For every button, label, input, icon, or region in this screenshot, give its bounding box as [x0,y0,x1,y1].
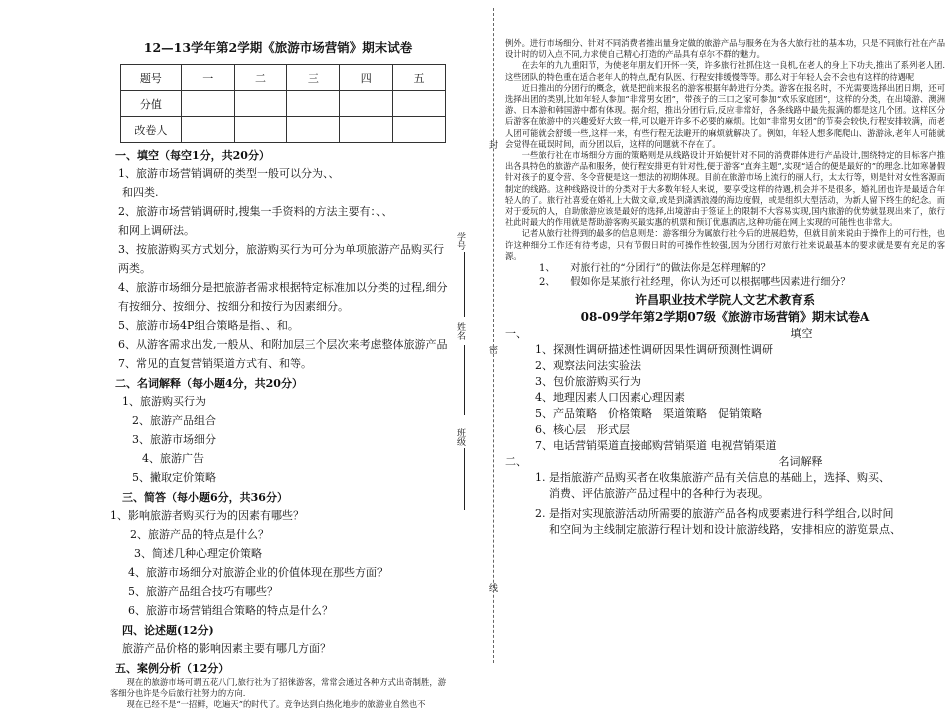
exam-title: 12—13学年第2学期《旅游市场营销》期末试卷 [143,40,413,55]
case-paragraph: 现在已经不是“一招鲜，吃遍天”的时代了。竞争达到白热化地步的旅游业自然也不 [126,699,426,710]
score-cell [287,91,340,117]
case-paragraph: 例外。进行市场细分、针对不同消费者推出量身定做的旅游产品与服务在为各大旅行社的基本功，只是不同旅行社在产品设计时的切入点不同,力求使自己精心打造的产品具有卓尔不群的魅力。 [505,38,945,60]
section-3-title: 三、简答（每小题6分，共36分） [122,491,288,504]
case-paragraph: 一些旅行社在市场细分方面的策略则是从线路设计开始便针对不同的消费群体进行产品设计,围绕特定的目标客户推出各具特色的旅游产品和服务，使行程安排更有针对性,便于游客“直奔主题”,实现“适合的便是最好的”的理念.比如寒暑假针对孩子的夏令营、冬令营便是这一想法的初期体现。目前在旅游市场上流行的丽人行，太太行等，则是针对女性客源而制定的线路。这种线路设计的分类对于大多数年轻人来说，要享受这样的待遇,机会并不是很多，婚礼团也许是最适合年轻人的了。旅行社喜爱在婚礼上大做文章,或是到潇洒浪漫的海边度假，或是组织大型活动，为新人留下终生的纪念。而对于爱玩的人，自助旅游应该是最好的选择,出境游由于签证上的限制不大容易实现,国内旅游的优势就显现出来了，旅行社此时最大的作用就是帮助游客购买最实惠的机票和预订优惠酒店,这种功能在网上实现的可能性也非常大。 [505,150,945,228]
fill-blank-line: 和网上调研法。 [118,224,195,237]
fill-blank-line: 6、从游客需求出发,一般从、和附加层三个层次来考虑整体旅游产品 [118,338,448,351]
answer-section-2-name: 名词解释 [778,455,823,469]
margin-class: 班级 [455,428,465,446]
term-item: 5、撇取定价策略 [132,471,216,484]
definition-line: 1. 是指旅游产品购买者在收集旅游产品有关信息的基础上，选择、购买、 [535,471,890,485]
case-paragraph: 在去年的九九重阳节，为使老年朋友们开怀一笑，许多旅行社抓住这一良机,在老人的身上下功夫,推出了系列老人团.这些团队的特色重在适合老年人的特点,配有队医、行程安排缓慢等等。那么对于年轻人会不会也有这样的待遇呢 [505,60,945,82]
left-column [110,0,448,710]
score-cell [393,91,446,117]
score-header-cell: 五 [393,65,446,91]
answer-item: 1、探测性调研描述性调研因果性调研预测性调研 [535,343,773,357]
margin-xian: 线 [487,583,497,592]
class-line [464,448,465,510]
short-answer-item: 4、旅游市场细分对旅游企业的价值体现在那些方面？ [128,566,388,579]
short-answer-item: 5、旅游产品组合技巧有哪些？ [128,585,278,598]
score-cell [234,117,287,143]
score-cell [340,117,393,143]
right-column [505,0,945,671]
answer-section-1-number: 一、 [505,327,527,341]
fill-blank-line: 4、旅游市场细分是把旅游者需求根据特定标准加以分类的过程,细分 [118,281,448,294]
score-cell [340,91,393,117]
fill-blank-line: 5、旅游市场4P组合策略是指、、和。 [118,319,299,332]
margin-student-id: 学号 [455,232,465,250]
answer-section-2-number: 二、 [505,455,527,469]
section-2-title: 二、名词解释（每小题4分，共20分） [115,377,303,390]
student-id-line [464,252,465,317]
name-line [464,345,465,415]
answer-section-1-name: 填空 [790,327,813,341]
score-cell [181,91,234,117]
fill-blank-line: 有按细分、按细分、按细分和按行为因素细分。 [118,300,349,313]
answer-key-school: 许昌职业技术学院人文艺术教育系 [634,293,815,308]
score-header-cell: 三 [287,65,340,91]
case-paragraph: 近日推出的分团行的概念，就是把前来报名的游客根据年龄进行分类。游客在报名时，不光需要选择出团日期，还可选择出团的类别,比如年轻人参加“非常男女团”，带孩子的三口之家可参加“欢乐家庭团”，这样的分类，在出境游、澳洲游、日本游和韩国游中都有体现。据介绍，推出分团行后,反应非常好，各条线路中最先报满的都是这几个团。这样区分后游客在旅游中的兴趣爱好大致一样,可以避开许多不必要的麻烦。比如“非常男女团”的节奏会较快,行程安排较满，而老人团可能就会舒缓一些,这样一来，有些行程无法避开的麻烦就解决了。例如，年轻人想多爬爬山、游游泳,老年人可能就会觉得在砥误时间，而分团以后，这样的问题就不存在了。 [505,82,945,149]
fill-blank-line: 3、按旅游购买方式划分，旅游购买行为可分为单项旅游产品购买行 [118,243,444,256]
fill-blank-line: 7、常见的直复营销渠道方式有、和等。 [118,357,312,370]
section-1-title: 一、填空（每空1分，共20分） [115,149,270,162]
score-table [120,64,446,143]
definition-line: 消费、评估旅游产品过程中的各种行为表现。 [549,487,769,501]
answer-item: 2、观察法问法实验法 [535,359,641,373]
answer-item: 4、地理因素人口因素心理因素 [535,391,685,405]
fill-blank-line: 2、旅游市场营销调研时,搜集一手资料的方法主要有：、、 [118,205,393,218]
definition-line: 2. 是指对实现旅游活动所需要的旅游产品各构成要素进行科学组合,以时间 [535,507,894,521]
fill-blank-line: 和四类. [122,186,159,199]
case-question: 2、 假如你是某旅行社经理，你认为还可以根据哪些因素进行细分？ [539,277,851,289]
answer-key-title: 08-09学年第2学期07级《旅游市场营销》期末试卷A [580,310,870,325]
term-item: 1、旅游购买行为 [122,395,206,408]
answer-item: 3、包价旅游购买行为 [535,375,641,389]
score-table-header-row [121,65,446,91]
answer-item: 6、核心层 形式层 [535,423,630,437]
score-cell [287,117,340,143]
fill-blank-line: 两类。 [118,262,151,275]
score-header-cell: 二 [234,65,287,91]
score-cell [393,117,446,143]
fill-blank-line: 1、旅游市场营销调研的类型一般可以分为、、 [118,167,340,180]
case-paragraph: 现在的旅游市场可谓五花八门,旅行社为了招徕游客，常常会通过各种方式出奇制胜，游客细分也许是今后旅行社努力的方向. [110,677,446,699]
score-header-cell: 题号 [121,65,182,91]
answer-section-2-heading [505,454,945,470]
section-4-title: 四、论述题(12分) [122,624,214,637]
score-table-row [121,117,446,143]
score-header-cell: 一 [181,65,234,91]
definition-line: 和空间为主线制定旅游行程计划和设计旅游线路，安排相应的游览景点、 [549,523,901,537]
answer-item: 7、电话营销渠道直接邮购营销渠道 电视营销渠道 [535,439,777,453]
score-cell [181,117,234,143]
margin-mi: 密 [487,345,497,354]
score-table-row [121,91,446,117]
short-answer-item: 1、影响旅游者购买行为的因素有哪些？ [110,509,304,522]
short-answer-item: 3、简述几种心理定价策略 [134,547,262,560]
term-item: 4、旅游广告 [142,452,204,465]
answer-item: 5、产品策略 价格策略 渠道策略 促销策略 [535,407,762,421]
term-item: 2、旅游产品组合 [132,414,216,427]
margin-name: 姓名 [455,322,465,340]
short-answer-item: 6、旅游市场营销组合策略的特点是什么？ [128,604,333,617]
score-header-cell: 四 [340,65,393,91]
short-answer-item: 2、旅游产品的特点是什么？ [130,528,269,541]
term-item: 3、旅游市场细分 [132,433,216,446]
score-row-label: 分值 [121,91,182,117]
binding-dashed-line [493,8,494,663]
score-cell [234,91,287,117]
section-5-title: 五、案例分析（12分） [115,662,230,675]
case-paragraph: 记者从旅行社得到的最多的信息则是：游客细分为属旅行社今后的进展趋势，但就目前来说由于操作上的可行性，也许这种细分工作还有待考虑，只有节假日时的可操作性较强,因为分团行对旅行社来说最基本的要求就是要有充足的客源。 [505,228,945,261]
score-row-label: 改卷人 [121,117,182,143]
answer-section-1-heading [505,326,945,342]
margin-feng: 封 [487,140,497,149]
case-question: 1、 对旅行社的“分团行”的做法你是怎样理解的？ [539,263,771,275]
essay-question: 旅游产品价格的影响因素主要有哪几方面？ [122,642,331,655]
